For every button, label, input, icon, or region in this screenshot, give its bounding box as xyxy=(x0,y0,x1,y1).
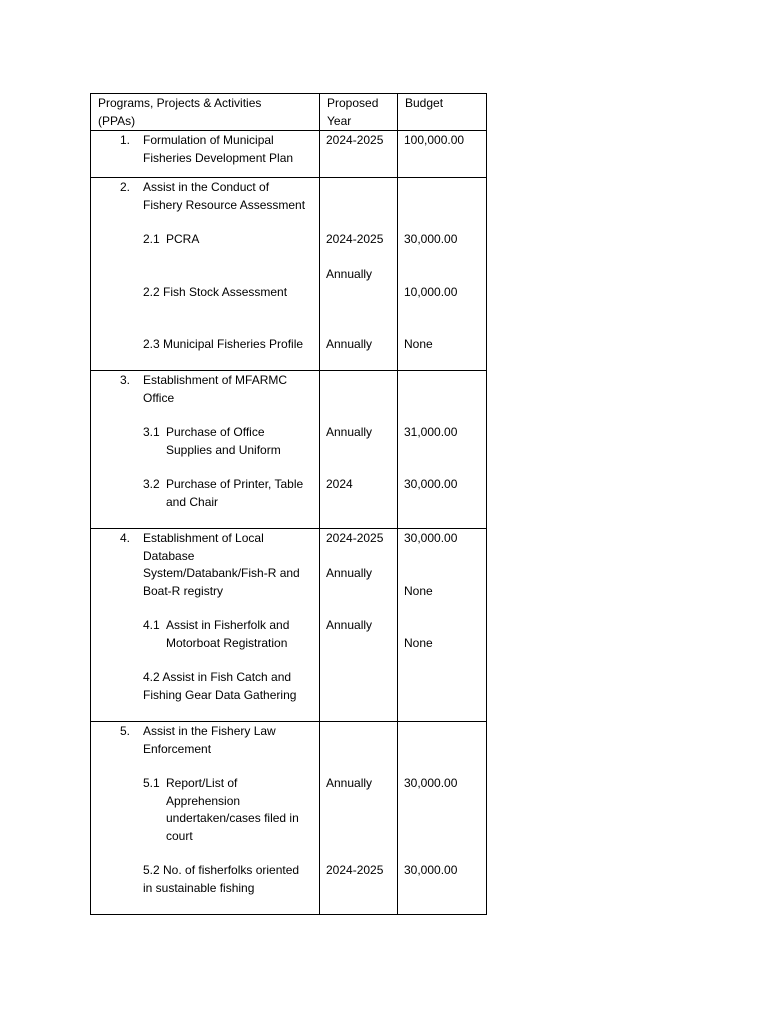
header-year-line2: Year xyxy=(327,113,352,128)
item-title-line: Fishery Resource Assessment xyxy=(143,197,306,212)
sub-item-text: in sustainable fishing xyxy=(143,880,255,895)
sub-item-text: Report/List of xyxy=(166,776,238,790)
header-budget xyxy=(398,94,487,131)
sub-item-text: Assist in Fisherfolk and xyxy=(166,618,290,633)
budget-value: 31,000.00 xyxy=(404,425,458,440)
sub-item-text: 5.2 No. of fisherfolks oriented xyxy=(143,863,300,877)
budget-cell xyxy=(398,529,487,722)
item-title-line: Assist in the Fishery Law xyxy=(143,724,276,738)
sub-item-text: PCRA xyxy=(166,232,200,247)
proposed-year: Annually xyxy=(326,566,373,581)
sub-item-text: Motorboat Registration xyxy=(166,635,288,650)
header-ppas-line2: (PPAs) xyxy=(98,113,136,128)
proposed-year: 2024-2025 xyxy=(326,232,384,247)
item-title-line: Fisheries Development Plan xyxy=(143,150,294,165)
sub-item-number: 4.1 xyxy=(143,618,160,633)
proposed-year: Annually xyxy=(326,267,373,282)
header-budget-label: Budget xyxy=(405,96,444,110)
budget-value: 30,000.00 xyxy=(404,863,458,877)
budget-value: 100,000.00 xyxy=(404,133,465,147)
proposed-year: Annually xyxy=(326,776,373,790)
item-number: 2. xyxy=(120,180,131,195)
proposed-year: Annually xyxy=(326,337,373,352)
item-title-line: Database xyxy=(143,548,195,563)
item-title-line: Boat-R registry xyxy=(143,583,224,598)
year-cell xyxy=(320,529,398,722)
ppa-cell xyxy=(91,178,320,371)
sub-item-text: and Chair xyxy=(166,494,219,509)
budget-value: 10,000.00 xyxy=(404,285,458,300)
proposed-year: Annually xyxy=(326,618,373,633)
item-title-line: System/Databank/Fish-R and xyxy=(143,566,300,581)
table-row xyxy=(91,722,487,915)
item-number: 4. xyxy=(120,531,131,546)
sub-item-text: Fishing Gear Data Gathering xyxy=(143,687,297,702)
ppa-cell xyxy=(91,722,320,915)
proposed-year: 2024-2025 xyxy=(326,133,384,147)
budget-value: 30,000.00 xyxy=(404,232,458,247)
sub-item-text: court xyxy=(166,828,193,843)
sub-item-text: Purchase of Office xyxy=(166,425,265,440)
table-row xyxy=(91,178,487,371)
proposed-year: 2024-2025 xyxy=(326,531,384,546)
sub-item-number: 5.1 xyxy=(143,776,160,790)
year-cell xyxy=(320,722,398,915)
ppa-cell xyxy=(91,529,320,722)
item-number: 3. xyxy=(120,373,131,388)
budget-cell xyxy=(398,178,487,371)
sub-item-text: 4.2 Assist in Fish Catch and xyxy=(143,670,292,685)
ppa-cell xyxy=(91,131,320,178)
item-title-line: Formulation of Municipal xyxy=(143,133,274,147)
sub-item-text: 2.2 Fish Stock Assessment xyxy=(143,285,288,300)
budget-value: None xyxy=(404,635,433,650)
year-cell xyxy=(320,178,398,371)
table-header-row xyxy=(91,94,487,131)
ppa-budget-table xyxy=(90,93,487,915)
item-title-line: Establishment of Local xyxy=(143,531,264,546)
proposed-year: Annually xyxy=(326,425,373,440)
item-number: 1. xyxy=(120,133,131,147)
item-title-line: Establishment of MFARMC xyxy=(143,373,288,388)
budget-value: None xyxy=(404,583,433,598)
sub-item-text: Apprehension xyxy=(166,793,241,808)
header-ppas-line1: Programs, Projects & Activities xyxy=(98,96,262,110)
table-row xyxy=(91,371,487,529)
header-proposed-year xyxy=(320,94,398,131)
proposed-year: 2024-2025 xyxy=(326,863,384,877)
sub-item-text: 2.3 Municipal Fisheries Profile xyxy=(143,337,304,352)
budget-value: 30,000.00 xyxy=(404,531,458,546)
sub-item-number: 3.2 xyxy=(143,477,160,492)
budget-value: None xyxy=(404,337,433,352)
budget-value: 30,000.00 xyxy=(404,477,458,492)
budget-value: 30,000.00 xyxy=(404,776,458,790)
header-ppas xyxy=(91,94,320,131)
item-title-line: Enforcement xyxy=(143,741,212,756)
sub-item-number: 3.1 xyxy=(143,425,160,440)
sub-item-text: Supplies and Uniform xyxy=(166,442,281,457)
budget-cell xyxy=(398,131,487,178)
sub-item-text: Purchase of Printer, Table xyxy=(166,477,304,492)
item-number: 5. xyxy=(120,724,131,738)
item-title-line: Assist in the Conduct of xyxy=(143,180,270,195)
table-row xyxy=(91,529,487,722)
year-cell xyxy=(320,371,398,529)
sub-item-number: 2.1 xyxy=(143,232,160,247)
year-cell xyxy=(320,131,398,178)
item-title-line: Office xyxy=(143,390,175,405)
budget-cell xyxy=(398,371,487,529)
budget-cell xyxy=(398,722,487,915)
header-year-line1: Proposed xyxy=(327,96,379,110)
sub-item-text: undertaken/cases filed in xyxy=(166,811,299,825)
table-row xyxy=(91,131,487,178)
proposed-year: 2024 xyxy=(326,477,353,492)
ppa-cell xyxy=(91,371,320,529)
